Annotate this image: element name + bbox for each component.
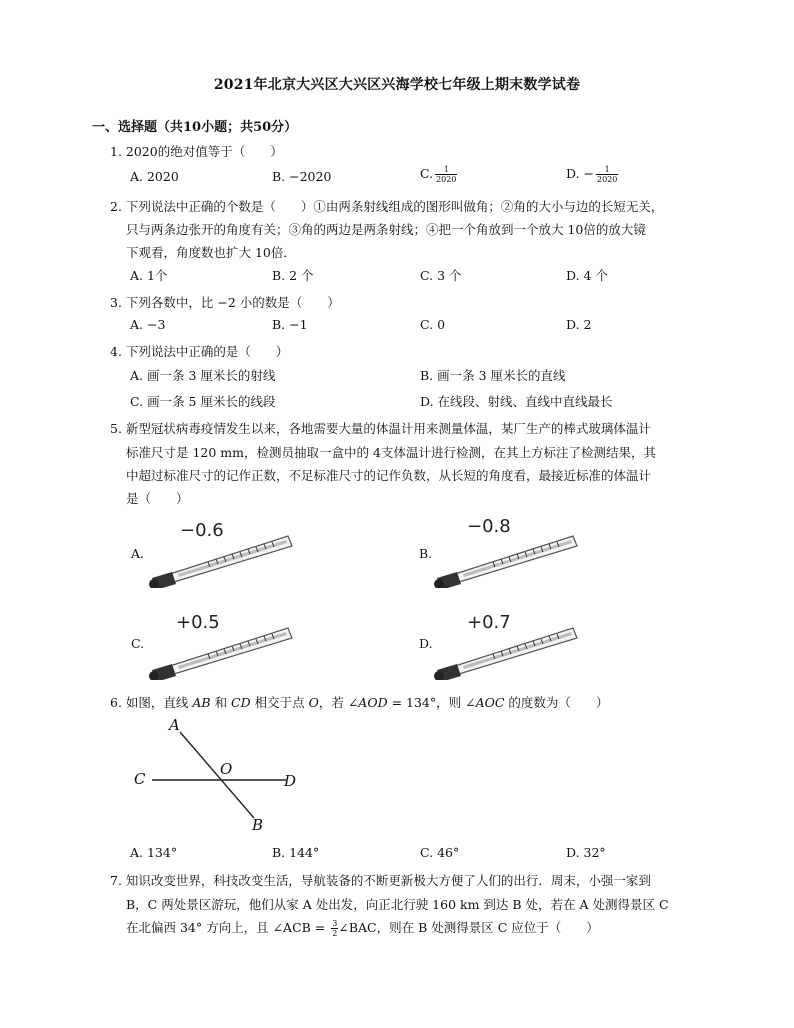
section-heading: 一、选择题（共10小题；共50分）: [92, 120, 298, 135]
q4-option-d: D. 在线段、射线、直线中直线最长: [420, 394, 613, 409]
q4-option-a: A. 画一条 3 厘米长的射线: [130, 368, 276, 383]
intersecting-lines-figure: [128, 714, 308, 838]
q1-option-c: C. $\frac{1}{2020}$: [420, 165, 457, 184]
thermometer-d-value: +0.7: [467, 612, 511, 633]
q4-option-b: B. 画一条 3 厘米长的直线: [420, 368, 566, 383]
question-5-line2: 标准尺寸是 120 mm，检测员抽取一盒中的 4支体温计进行检测，在其上方标注了检测结果，其: [126, 445, 656, 460]
question-5-line1: 5. 新型冠状病毒疫情发生以来，各地需要大量的体温计用来测量体温，某厂生产的棒式玻璃体温计: [110, 421, 651, 436]
q1-option-b: B. −2020: [272, 169, 332, 184]
thermometer-image-d: [433, 604, 583, 680]
q1-option-d: D. − $\frac{1}{2020}$: [566, 165, 618, 184]
q3-option-c: C. 0: [420, 317, 446, 332]
q6-option-c: C. 46°: [420, 845, 460, 860]
page-title: 2021年北京大兴区大兴区兴海学校七年级上期末数学试卷: [213, 77, 581, 93]
point-c-label: C: [134, 770, 146, 788]
q5-option-c: C.: [131, 636, 145, 651]
q6-option-b: B. 144°: [272, 845, 320, 860]
q3-option-a: A. −3: [130, 317, 166, 332]
point-o-label: O: [220, 760, 233, 778]
q5-option-d: D.: [419, 636, 433, 651]
point-b-label: B: [252, 816, 264, 834]
q6-option-a: A. 134°: [130, 845, 178, 860]
line-ab: [180, 732, 254, 818]
thermometer-c-icon: [148, 604, 298, 680]
q2-option-a: A. 1个: [130, 268, 168, 283]
q1-option-a: A. 2020: [130, 169, 179, 184]
q3-option-d: D. 2: [566, 317, 592, 332]
question-5-line3: 中超过标准尺寸的记作正数，不足标准尺寸的记作负数，从长短的角度看，最接近标准的体温计: [126, 468, 652, 483]
question-7-line1: 7. 知识改变世界，科技改变生活，导航装备的不断更新极大方便了人们的出行．周末，小强一家到: [110, 873, 651, 888]
point-d-label: D: [284, 772, 297, 790]
lines-diagram: [128, 714, 308, 838]
thermometer-image-a: [148, 512, 298, 588]
thermometer-c-value: +0.5: [176, 612, 220, 633]
question-7-line3: 在北偏西 34° 方向上，且 ∠ACB = $\frac{3}{2}$ ∠BAC，则在 B 处测得景区 C 应位于（ ）: [126, 919, 599, 938]
thermometer-image-b: [433, 512, 583, 588]
question-1-stem: 1. 2020的绝对值等于（ ）: [110, 144, 283, 159]
question-5-line4: 是（ ）: [126, 491, 189, 506]
q6-option-d: D. 32°: [566, 845, 606, 860]
point-a-label: A: [169, 716, 180, 734]
question-6-stem: 6. 如图，直线 AB 和 CD 相交于点 O，若 ∠AOD = 134°，则 ∠AOC 的度数为（ ）: [110, 695, 609, 710]
q2-option-b: B. 2 个: [272, 268, 314, 283]
q3-option-b: B. −1: [272, 317, 308, 332]
question-4-stem: 4. 下列说法中正确的是（ ）: [110, 344, 289, 359]
question-3-stem: 3. 下列各数中，比 −2 小的数是（ ）: [110, 295, 340, 310]
thermometer-b-value: −0.8: [467, 516, 511, 537]
question-2-line2: 只与两条边张开的角度有关；③角的两边是两条射线；④把一个角放到一个放大 10倍的放大镜: [126, 222, 646, 237]
q5-option-b: B.: [419, 546, 433, 561]
q2-option-d: D. 4 个: [566, 268, 608, 283]
thermometer-a-value: −0.6: [180, 520, 224, 541]
q2-option-c: C. 3 个: [420, 268, 462, 283]
thermometer-image-c: [148, 604, 298, 680]
question-2-line1: 2. 下列说法中正确的个数是（ ）①由两条射线组成的图形叫做角；②角的大小与边的长短无关，: [110, 199, 664, 214]
question-7-line2: B，C 两处景区游玩，他们从家 A 处出发，向正北行驶 160 km 到达 B 处，若在 A 处测得景区 C: [126, 897, 669, 912]
question-2-line3: 下观看，角度数也扩大 10倍．: [126, 245, 296, 260]
q5-option-a: A.: [131, 546, 145, 561]
q4-option-c: C. 画一条 5 厘米长的线段: [130, 394, 276, 409]
